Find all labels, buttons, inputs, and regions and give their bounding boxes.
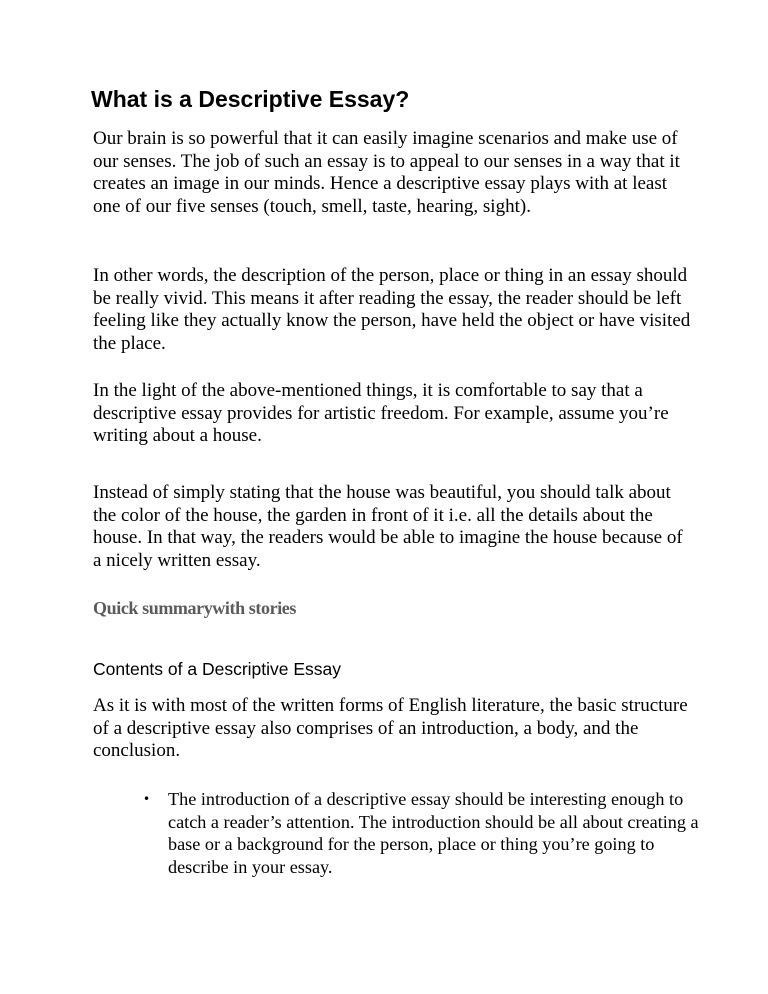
- bullet-icon: •: [143, 792, 151, 806]
- paragraph-house-example: Instead of simply stating that the house was beautiful, you should talk about the color of the house, the garden in front of it i.e. all the details about the house. In that way, the readers would be able to imagine the house because of a nicely written essay.: [93, 482, 683, 571]
- section-heading: Contents of a Descriptive Essay: [93, 659, 342, 679]
- bullet-list: [141, 788, 701, 878]
- quick-summary-link[interactable]: Quick summarywith stories: [93, 598, 296, 618]
- paragraph-artistic-freedom: In the light of the above-mentioned things, it is comfortable to say that a descriptive essay provides for artistic freedom. For example, assume you’re writing about a house.: [93, 380, 669, 447]
- page-title: What is a Descriptive Essay?: [91, 86, 410, 112]
- paragraph-structure: As it is with most of the written forms of English literature, the basic structure of a descriptive essay also comprises of an introduction, a body, and the conclusion.: [93, 695, 688, 762]
- paragraph-senses: Our brain is so powerful that it can easily imagine scenarios and make use of our senses. The job of such an essay is to appeal to our senses in a way that it creates an image in our minds. Hence a descriptive essay plays with at least one of our five senses (touch, smell, taste, hearing, sight).: [93, 128, 680, 217]
- list-item-text: The introduction of a descriptive essay should be interesting enough to catch a reader’s attention. The introduction should be all about creating a base or a background for the person, place or thing you’re going to describe in your essay.: [168, 789, 699, 877]
- paragraph-vivid-description: In other words, the description of the person, place or thing in an essay should be really vivid. This means it after reading the essay, the reader should be left feeling like they actually know the person, have held the object or have visited the place.: [93, 265, 691, 354]
- list-item: [141, 788, 701, 878]
